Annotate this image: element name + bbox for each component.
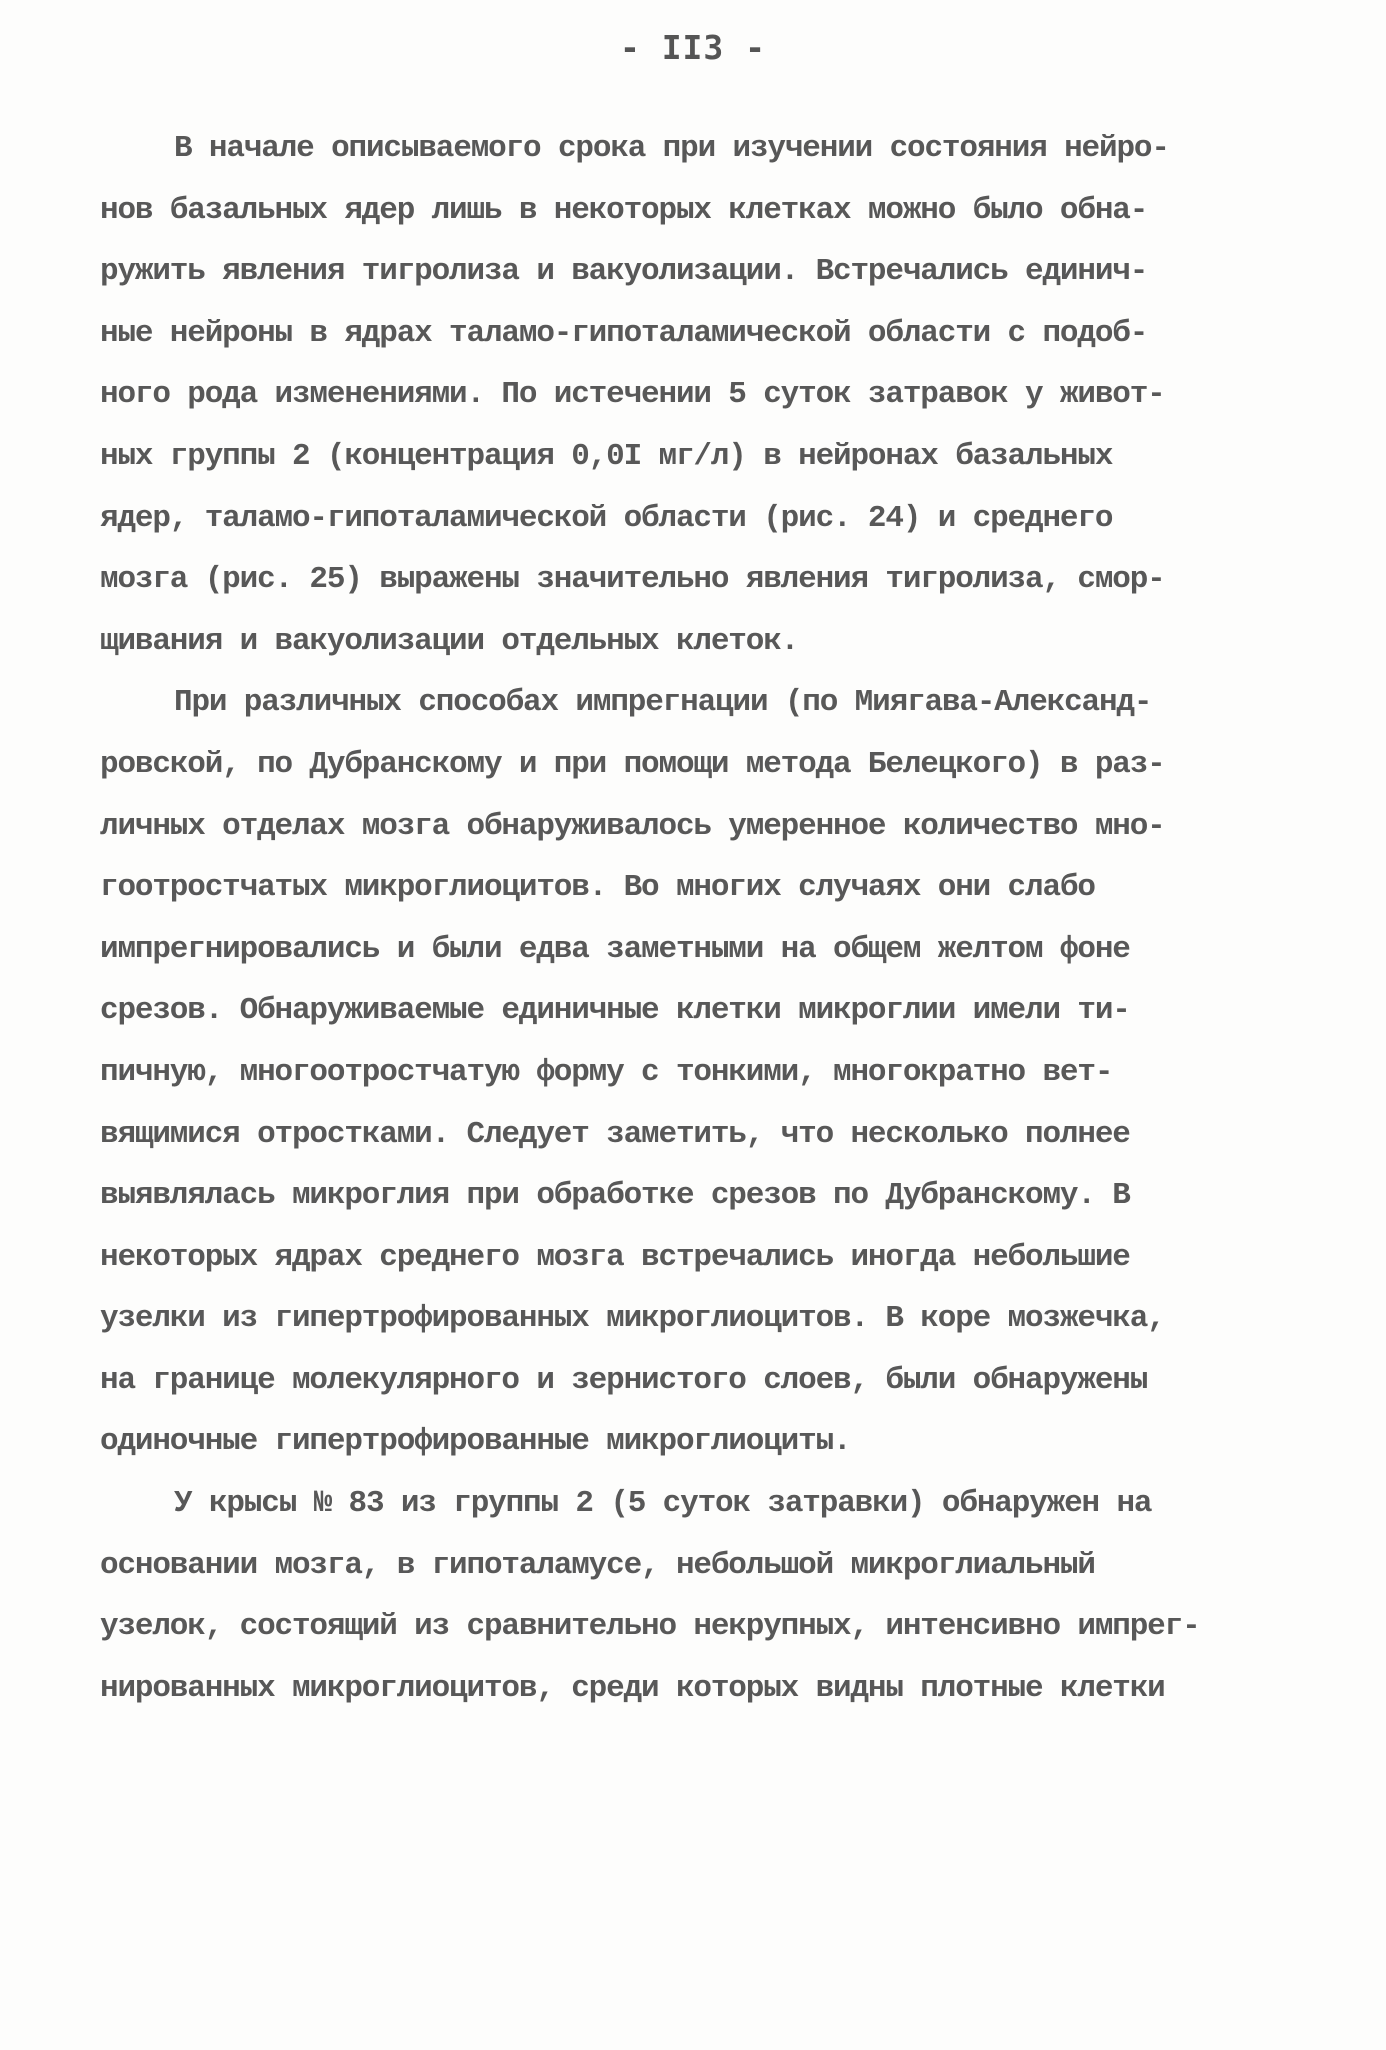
paragraph-1 [100,118,1280,672]
text-line: щивания и вакуолизации отдельных клеток. [100,623,799,659]
text-line: При различных способах импрегнации (по Миягава-Александ- [174,685,1152,721]
paragraph-2 [100,672,1280,1473]
text-line: нов базальных ядер лишь в некоторых клетках можно было обна- [100,192,1148,228]
text-line: ных группы 2 (концентрация 0,0I мг/л) в нейронах базальных [100,438,1113,474]
text-line: вящимися отростками. Следует заметить, что несколько полнее [100,1116,1130,1152]
text-line: ружить явления тигролиза и вакуолизации. Встречались единич- [100,254,1148,290]
text-line: на границе молекулярного и зернистого слоев, были обнаружены [100,1362,1148,1398]
text-line: некоторых ядрах среднего мозга встречались иногда небольшие [100,1239,1130,1275]
text-line: У крысы № 83 из группы 2 (5 суток затравки) обнаружен на [174,1486,1152,1522]
text-line: личных отделах мозга обнаруживалось умеренное количество мно- [100,808,1165,844]
page-number: - II3 - [619,28,767,67]
text-line: нированных микроглиоцитов, среди которых видны плотные клетки [100,1670,1165,1706]
text-line: выявлялась микроглия при обработке срезов по Дубранскому. В [100,1178,1130,1214]
text-line: узелок, состоящий из сравнительно некрупных, интенсивно импрег- [100,1609,1200,1645]
text-line: пичную, многоотростчатую форму с тонкими, многократно вет- [100,1054,1113,1090]
text-line: одиночные гипертрофированные микроглиоциты. [100,1424,851,1460]
text-line: ного рода изменениями. По истечении 5 суток затравок у живот- [100,377,1165,413]
text-line: импрегнировались и были едва заметными на общем желтом фоне [100,931,1130,967]
text-line: ные нейроны в ядрах таламо-гипоталамической области с подоб- [100,315,1148,351]
text-line: ровской, по Дубранскому и при помощи метода Белецкого) в раз- [100,746,1165,782]
body-text [100,118,1280,1719]
text-line: ядер, таламо-гипоталамической области (рис. 24) и среднего [100,500,1113,536]
paragraph-3 [100,1473,1280,1719]
text-line: основании мозга, в гипоталамусе, небольшой микроглиальный [100,1547,1095,1583]
text-line: мозга (рис. 25) выражены значительно явления тигролиза, смор- [100,562,1165,598]
text-line: узелки из гипертрофированных микроглиоцитов. В коре мозжечка, [100,1301,1165,1337]
text-line: В начале описываемого срока при изучении состояния нейро- [174,131,1169,166]
text-line: срезов. Обнаруживаемые единичные клетки микроглии имели ти- [100,993,1130,1029]
text-line: гоотростчатых микроглиоцитов. Во многих случаях они слабо [100,870,1095,906]
